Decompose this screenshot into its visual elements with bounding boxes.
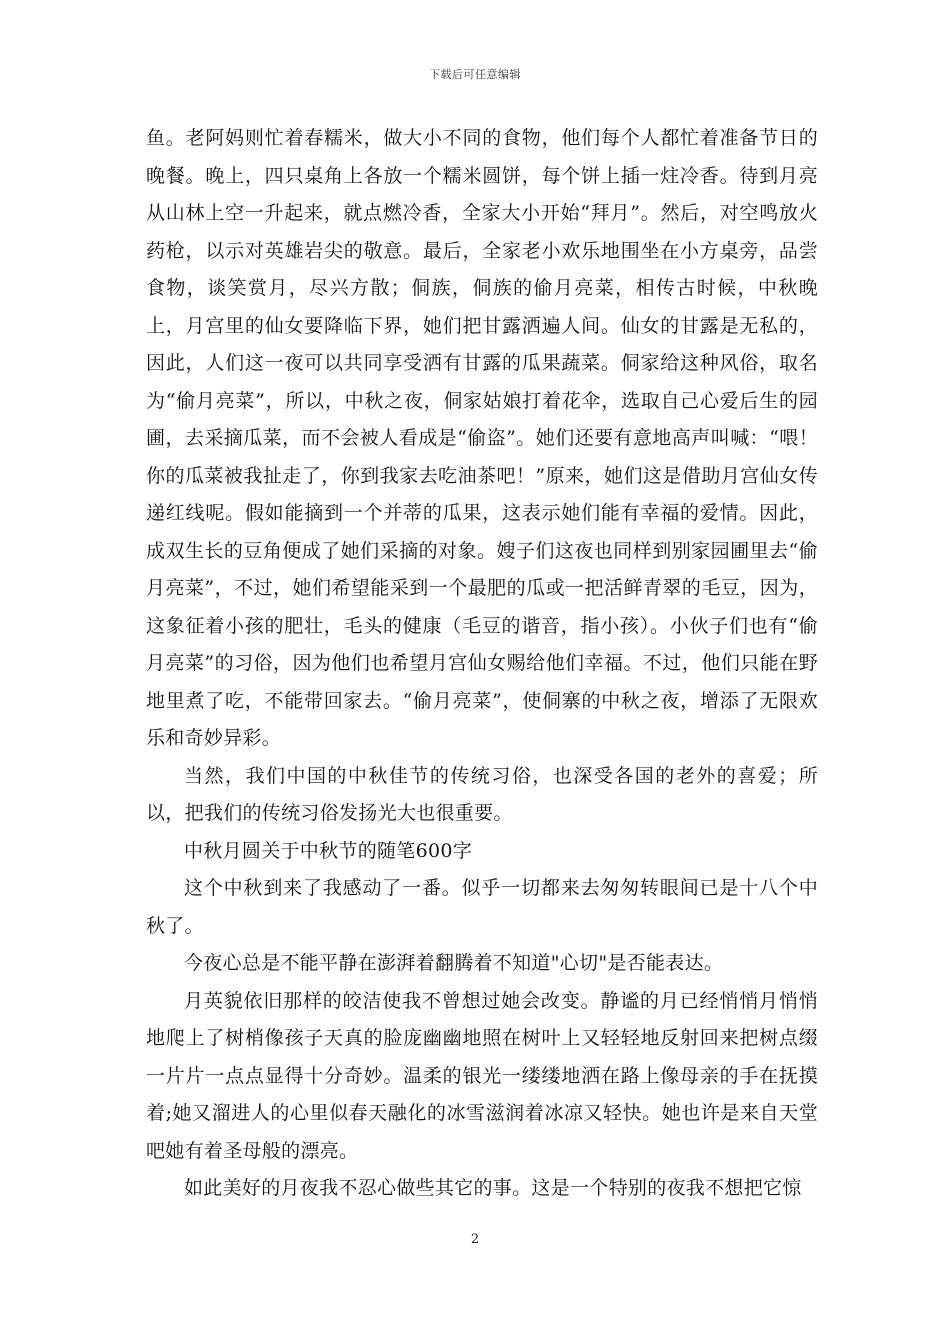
paragraph-4: 今夜心总是不能平静在澎湃着翻腾着不知道"心切"是否能表达。: [184, 952, 724, 974]
paragraph-6: 如此美好的月夜我不忍心做些其它的事。这是一个特别的夜我不想把它惊: [184, 1177, 802, 1199]
paragraph-5: 月英貌依旧那样的皎洁使我不曾想过她会改变。静谧的月已经悄悄月悄悄地爬上了树梢像孩子天真的脸庞幽幽地照在树叶上又轻轻地反射回来把树点缀一片片一点点显得十分奇妙。温柔的银光一缕缕地洒在路上像母亲的手在抚摸着;她又溜进人的心里似春天融化的冰雪滋润着冰凉又轻快。她也许是来自天堂吧她有着圣母般的漂亮。: [146, 989, 818, 1162]
page-header: 下载后可任意编辑: [429, 68, 521, 81]
paragraph-1: 鱼。老阿妈则忙着春糯米，做大小不同的食物，他们每个人都忙着准备节日的晚餐。晚上，四只桌角上各放一个糯米圆饼，每个饼上插一炷冷香。待到月亮从山林上空一升起来，就点燃冷香，全家大小开始“拜月”。然后，对空鸣放火药枪，以示对英雄岩尖的敬意。最后，全家老小欢乐地围坐在小方桌旁，品尝食物，谈笑赏月，尽兴方散；侗族，侗族的偷月亮菜，相传古时候，中秋晚上，月宫里的仙女要降临下界，她们把甘露洒遍人间。仙女的甘露是无私的，因此，人们这一夜可以共同享受洒有甘露的瓜果蔬菜。侗家给这种风俗，取名为“偷月亮菜”，所以，中秋之夜，侗家姑娘打着花伞，选取自己心爱后生的园圃，去采摘瓜菜，而不会被人看成是“偷盗”。她们还要有意地高声叫喊：“喂！你的瓜菜被我扯走了，你到我家去吃油茶吧！”原来，她们这是借助月宫仙女传递红线呢。假如能摘到一个并蒂的瓜果，这表示她们能有幸福的爱情。因此，成双生长的豆角便成了她们采摘的对象。嫂子们这夜也同样到别家园圃里去“偷月亮菜”，不过，她们希望能采到一个最肥的瓜或一把活鲜青翠的毛豆，因为，这象征着小孩的肥壮，毛头的健康（毛豆的谐音，指小孩）。小伙子们也有“偷月亮菜”的习俗，因为他们也希望月宫仙女赐给他们幸福。不过，他们只能在野地里煮了吃，不能带回家去。“偷月亮菜”，使侗寨的中秋之夜，增添了无限欢乐和奇妙异彩。: [146, 127, 818, 749]
section-heading: 中秋月圆关于中秋节的随笔600字: [184, 839, 473, 862]
document-body: [146, 120, 818, 1208]
page-number: 2: [470, 1232, 480, 1247]
paragraph-3: 这个中秋到来了我感动了一番。似乎一切都来去匆匆转眼间已是十八个中秋了。: [146, 877, 818, 937]
paragraph-2: 当然，我们中国的中秋佳节的传统习俗，也深受各国的老外的喜爱；所以，把我们的传统习俗发扬光大也很重要。: [146, 764, 818, 824]
